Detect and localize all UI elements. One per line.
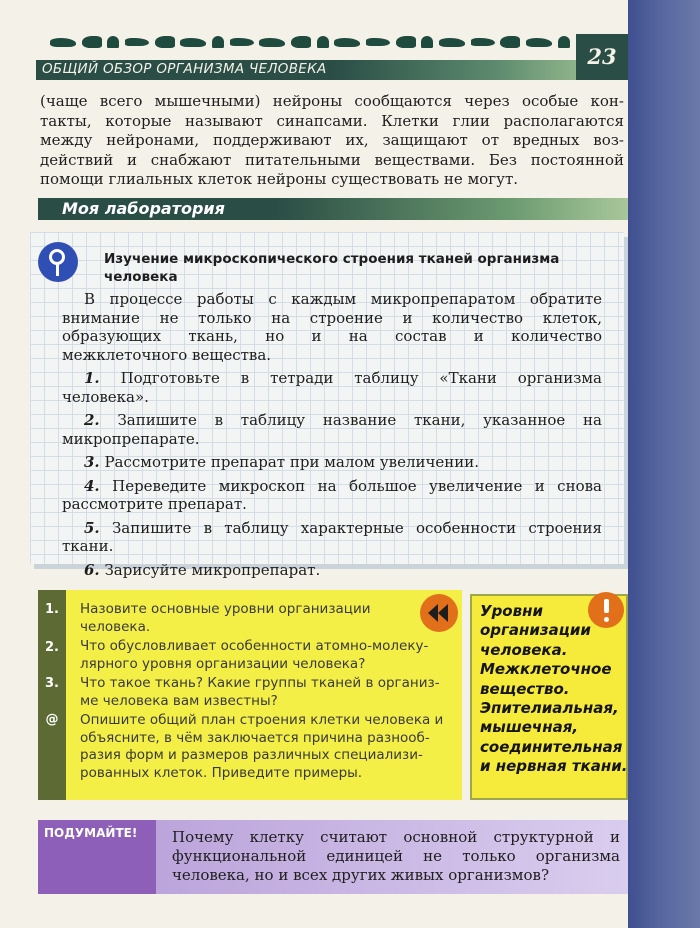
lab-step-2: 2. Запишите в таблицу название ткани, указанное на	[84, 411, 602, 429]
text-line: и нервная ткани.	[480, 757, 628, 776]
text-line: Уровни	[480, 602, 543, 620]
lab-step-6: 6. Зарисуйте микропрепарат.	[84, 560, 321, 579]
chapter-title: ОБЩИЙ ОБЗОР ОРГАНИЗМА ЧЕЛОВЕКА	[42, 61, 327, 77]
heading-line: Изучение микроскопического строения тканей организма	[104, 251, 560, 267]
lab-step-4: 4. Переведите микроскоп на большое увеличение и снова	[84, 476, 602, 495]
lab-step-3: 3. Рассмотрите препарат при малом увеличении.	[84, 453, 480, 471]
text-line: Что такое ткань? Какие группы тканей в организ-	[80, 675, 440, 691]
think-question	[172, 828, 620, 885]
question-1	[80, 601, 452, 636]
heading-line: человека	[104, 269, 178, 285]
text-line: Межклеточное	[480, 660, 612, 679]
text-line: функциональной единицей не только организма	[172, 847, 620, 865]
text-line: лярного уровня организации человека?	[80, 655, 366, 672]
question-marker: 3.	[45, 676, 59, 691]
text-line: ме человека вам известны?	[80, 692, 278, 709]
text-line: рованных клеток. Приведите примеры.	[80, 764, 363, 781]
text-line: вещество.	[480, 679, 570, 698]
lab-step-1: 1. Подготовьте в тетради таблицу «Ткани организма	[84, 369, 602, 387]
text-line: Эпителиальная,	[480, 699, 619, 718]
question-marker: 1.	[45, 602, 59, 617]
text-line: внимание не только на строение и количество клеток,	[62, 308, 602, 327]
text-line: объясните, в чём заключается причина разнооб-	[80, 729, 430, 746]
page-edge-strip	[628, 0, 700, 928]
lab-section-title: Моя лаборатория	[62, 199, 225, 218]
question-number-strip	[38, 590, 66, 800]
think-label: ПОДУМАЙТЕ!	[44, 826, 138, 840]
key-icon	[38, 242, 78, 282]
rewind-icon	[420, 594, 458, 632]
text-line: соединительная	[480, 737, 623, 756]
question-marker: 2.	[45, 640, 59, 655]
text-line: человека.	[80, 618, 151, 635]
lab-task-heading	[104, 250, 604, 286]
text-line: мышечная,	[480, 718, 579, 737]
text-line: помощи глиальных клеток нейроны существовать не могут.	[40, 170, 519, 188]
text-line: ткани.	[62, 537, 114, 555]
text-line: организации	[480, 621, 591, 640]
text-line: Почему клетку считают основной структурной и	[172, 828, 620, 846]
text-line: микропрепарате.	[62, 429, 200, 448]
text-line: человека.	[480, 640, 568, 659]
text-line: Назовите основные уровни организации	[80, 601, 371, 617]
text-line: такты, которые называют синапсами. Клетки глии располагаются	[40, 111, 624, 130]
text-line: Что обусловливает особенности атомно-молеку-	[80, 638, 429, 654]
text-line: образующих ткань, но и на состав и количество	[62, 327, 602, 345]
lab-step-5: 5. Запишите в таблицу характерные особенности строения	[84, 518, 602, 537]
question-4	[80, 712, 452, 782]
text-line: действий и снабжают питательными веществами. Без постоянной	[40, 150, 624, 169]
text-line: Опишите общий план строения клетки человека и	[80, 712, 444, 728]
text-line: человека, но и всех других живых организмов?	[172, 866, 549, 884]
text-line: между нейронами, поддерживают их, защищают от вредных воз-	[40, 131, 624, 149]
text-line: В процессе работы с каждым микропрепаратом обратите	[84, 290, 602, 308]
key-terms-text	[480, 602, 626, 777]
intro-paragraph	[40, 92, 624, 190]
lab-task-body	[62, 290, 602, 579]
web-question-marker: @	[45, 712, 59, 727]
question-3	[80, 675, 452, 710]
text-line: разия форм и размеров различных специализи-	[80, 747, 423, 763]
page-number: 23	[576, 34, 628, 80]
text-line: (чаще всего мышечными) нейроны сообщаются через особые кон-	[40, 92, 624, 110]
text-line: межклеточного вещества.	[62, 345, 272, 364]
text-line: человека».	[62, 387, 149, 406]
text-line: рассмотрите препарат.	[62, 495, 247, 513]
question-2	[80, 638, 452, 673]
animal-silhouettes-decoration	[50, 34, 570, 50]
